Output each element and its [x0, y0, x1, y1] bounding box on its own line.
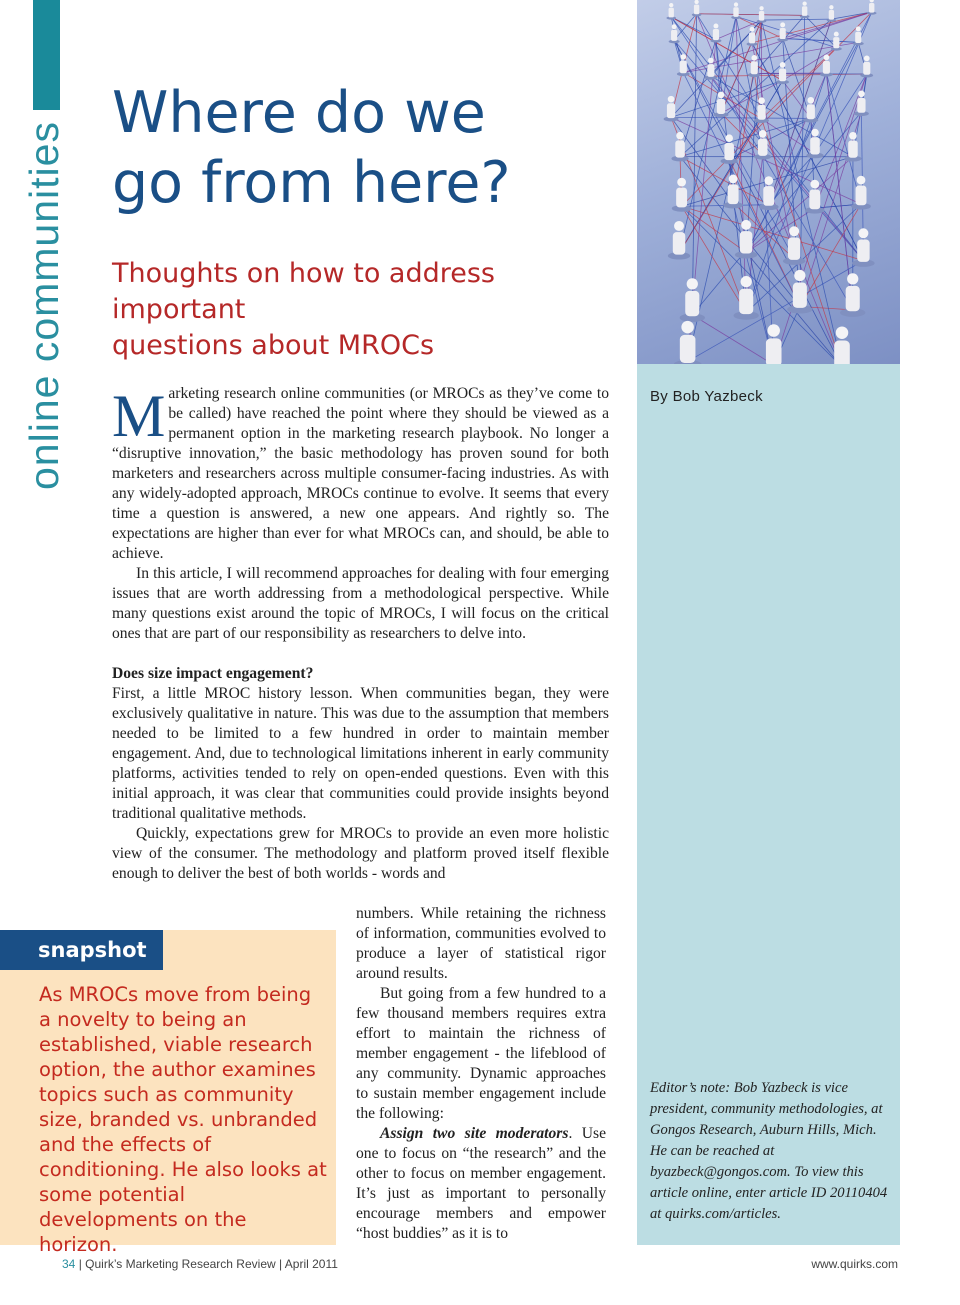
- paragraph-intro-text: arketing research online communities (or MROCs as they’ve come to be called) have reached the point where they should be viewed as a permanent option in the marketing research playbook. No longer a “disruptive innovation,” the basic methodology has proven sound for both marketers and researchers across multiple consumer-facing industries. As with any widely-adopted approach, MROCs continue to evolve. It seems that every time a question is answered, a new one appears. And rightly so. The expectations are higher than ever for what MROCs can, and should, be able to achieve.: [112, 385, 609, 562]
- person-figure: [827, 5, 837, 22]
- publication-info: | Quirk’s Marketing Research Review | April 2011: [75, 1257, 338, 1271]
- network-link: [762, 19, 832, 20]
- paragraph-intro: [112, 384, 609, 564]
- person-figure: [828, 326, 856, 364]
- paragraph-6-text: . Use one to focus on “the research” and the other to focus on member engagement. It’s just as important to personally encourage members and empower “host buddies” as it is to: [356, 1125, 606, 1242]
- person-figure: [692, 0, 702, 16]
- network-link: [682, 206, 746, 252]
- person-figure: [851, 176, 871, 210]
- subtitle-line-1: Thoughts on how to address important: [112, 258, 495, 325]
- network-people-illustration: [637, 0, 900, 364]
- paragraph-4: Quickly, expectations grew for MROCs to provide an even more holistic view of the consumer. The methodology and platform proved itself flexible enough to deliver the best of both worlds - words and: [112, 825, 609, 882]
- person-figure: [759, 176, 779, 210]
- author-byline: By Bob Yazbeck: [650, 388, 763, 405]
- network-link: [752, 12, 872, 43]
- person-figure: [867, 0, 877, 15]
- snapshot-label: snapshot: [0, 930, 163, 970]
- network-link: [680, 19, 831, 157]
- editor-note: Editor’s note: Bob Yazbeck is vice president, community methodologies, at Gongos Research, Auburn Hills, Mich. He can be reached at byazbeck@gongos.com. To view this article online, enter article ID 20110404 at quirks.com/articles.: [650, 1080, 888, 1222]
- footer-publication: [62, 1257, 338, 1271]
- paragraph-5: But going from a few hundred to a few thousand members requires extra effort to maintain the richness of member engagement - the lifeblood of any community. Dynamic approaches to sustain member engagement include the following:: [356, 985, 606, 1122]
- person-figure: [731, 2, 741, 19]
- paragraph-3: First, a little MROC history lesson. When communities began, they were exclusively qualitative in nature. This was due to the assumption that members needed to be limited to a few hundred in order to maintain member engagement. And, due to technological limitations inherent in early community platforms, activities tended to rely on open-ended questions. Even with this initial approach, it was clear that communities could provide insights beyond traditional qualitative methods.: [112, 685, 609, 822]
- runin-heading: Assign two site moderators: [380, 1125, 569, 1142]
- section-heading-size: Does size impact engagement?: [112, 665, 314, 682]
- person-figure: [721, 134, 738, 164]
- person-figure: [723, 175, 743, 209]
- person-figure: [680, 278, 705, 322]
- person-figure: [852, 228, 874, 267]
- network-link: [680, 157, 769, 205]
- article-body-narrow: [356, 904, 606, 1244]
- snapshot-text: As MROCs move from being a novelty to being an established, viable research option, the author examines topics such as community size, branded vs. unbranded and the effects of conditioning. He also looks at some potential developments on the horizon.: [39, 983, 327, 1256]
- network-graphic: [637, 0, 900, 364]
- network-link: [692, 315, 773, 364]
- person-figure: [820, 55, 833, 77]
- person-figure: [760, 324, 788, 364]
- paragraph-6: [356, 1124, 606, 1244]
- person-figure: [800, 1, 810, 18]
- title-line-2: go from here?: [112, 150, 511, 216]
- page-number: 34: [62, 1257, 76, 1271]
- person-figure: [714, 92, 729, 118]
- footer-website: www.quirks.com: [811, 1257, 898, 1271]
- subtitle-line-2: questions about MROCs: [112, 330, 435, 361]
- paragraph-4-continued: numbers. While retaining the richness of information, communities evolved to produce a layer of statistical rigor around results.: [356, 905, 606, 982]
- person-figure: [666, 3, 676, 20]
- network-link: [683, 12, 871, 73]
- drop-cap: M: [112, 383, 166, 449]
- article-body: [112, 384, 609, 884]
- article-title: [112, 78, 632, 218]
- person-figure: [747, 27, 758, 46]
- title-line-1: Where do we: [112, 80, 486, 146]
- person-figure: [672, 178, 692, 212]
- network-link: [697, 14, 805, 16]
- person-figure: [664, 96, 679, 122]
- section-label: online communities: [21, 121, 67, 490]
- article-subtitle: [112, 256, 632, 364]
- person-figure: [710, 24, 721, 43]
- paragraph-2: In this article, I will recommend approaches for dealing with four emerging issues that are worth addressing from a methodological perspective. While many questions exist around the topic of MROCs, I will focus on the critical ones that are part of our responsibility as researchers to delve into.: [112, 565, 609, 642]
- person-figure: [674, 321, 702, 364]
- person-figure: [803, 97, 818, 123]
- person-figure: [854, 90, 869, 116]
- network-link: [783, 38, 859, 42]
